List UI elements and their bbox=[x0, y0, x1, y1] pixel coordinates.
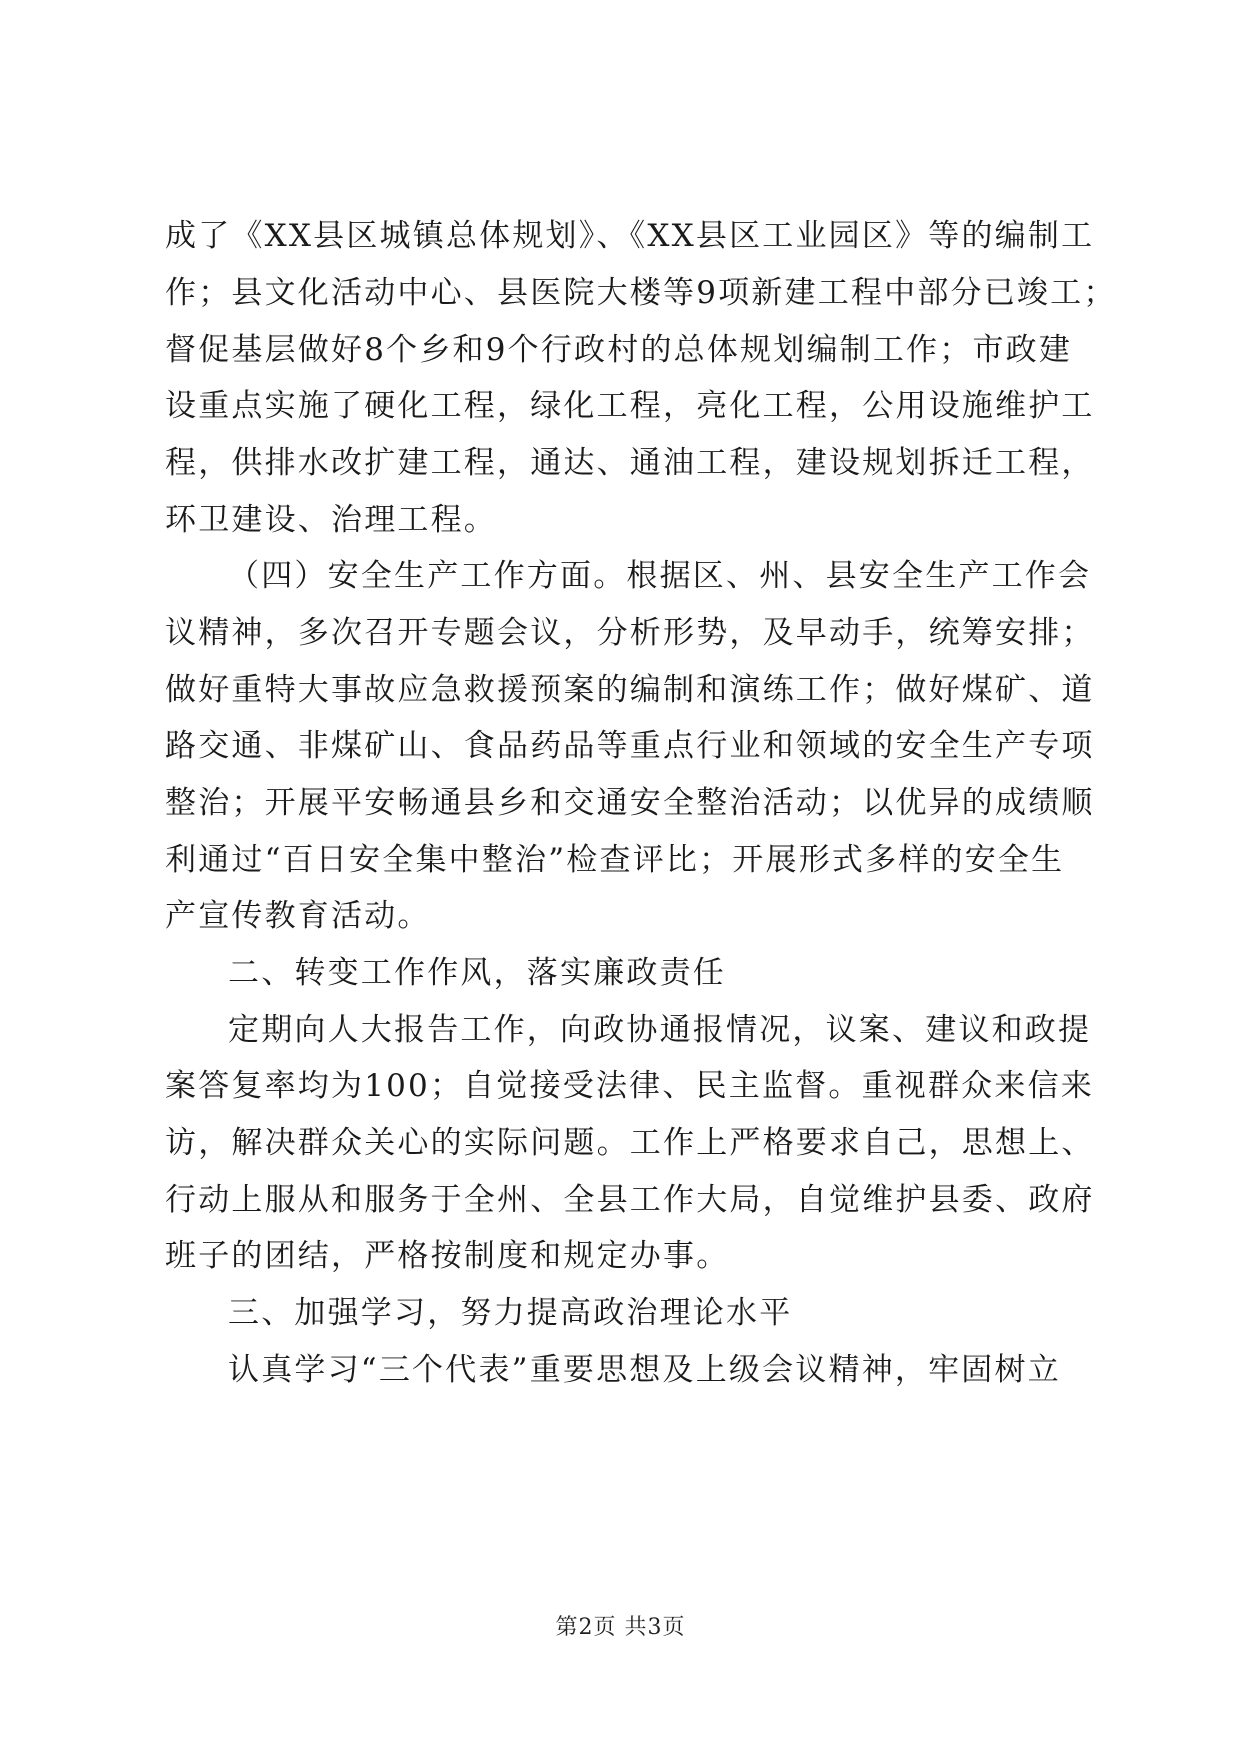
text-line: 程，供排水改扩建工程，通达、通油工程，建设规划拆迁工程， bbox=[165, 445, 1095, 481]
section-heading: 三、加强学习，努力提高政治理论水平 bbox=[228, 1295, 793, 1331]
text-line: 做好重特大事故应急救援预案的编制和演练工作；做好煤矿、道 bbox=[165, 672, 1095, 708]
text-line: 成了《XX县区城镇总体规划》、《XX县区工业园区》等的编制工 bbox=[165, 218, 1095, 254]
text-line: 产宣传教育活动。 bbox=[165, 898, 431, 934]
text-line: 议精神，多次召开专题会议，分析形势，及早动手，统筹安排； bbox=[165, 615, 1095, 651]
text-line: 案答复率均为100；自觉接受法律、民主监督。重视群众来信来 bbox=[165, 1068, 1094, 1104]
text-line: 督促基层做好8个乡和9个行政村的总体规划编制工作；市政建 bbox=[165, 332, 1073, 368]
text-line: 访，解决群众关心的实际问题。工作上严格要求自己，思想上、 bbox=[165, 1125, 1095, 1161]
section-heading: 二、转变工作作风，落实廉政责任 bbox=[228, 955, 726, 991]
page-footer: 第2页 共3页 bbox=[555, 1615, 686, 1640]
text-line: 认真学习“三个代表”重要思想及上级会议精神，牢固树立 bbox=[228, 1352, 1061, 1388]
text-line: 作；县文化活动中心、县医院大楼等9项新建工程中部分已竣工； bbox=[165, 275, 1117, 311]
text-line: 行动上服从和服务于全州、全县工作大局，自觉维护县委、政府 bbox=[165, 1182, 1095, 1218]
text-line: 整治；开展平安畅通县乡和交通安全整治活动；以优异的成绩顺 bbox=[165, 785, 1095, 821]
text-line: （四）安全生产工作方面。根据区、州、县安全生产工作会 bbox=[228, 558, 1092, 594]
text-line: 利通过“百日安全集中整治”检查评比；开展形式多样的安全生 bbox=[165, 842, 1065, 878]
text-line: 环卫建设、治理工程。 bbox=[165, 502, 497, 538]
text-line: 路交通、非煤矿山、食品药品等重点行业和领域的安全生产专项 bbox=[165, 728, 1095, 764]
text-line: 班子的团结，严格按制度和规定办事。 bbox=[165, 1238, 730, 1274]
text-line: 设重点实施了硬化工程，绿化工程，亮化工程，公用设施维护工 bbox=[165, 388, 1095, 424]
text-line: 定期向人大报告工作，向政协通报情况，议案、建议和政提 bbox=[228, 1012, 1092, 1048]
